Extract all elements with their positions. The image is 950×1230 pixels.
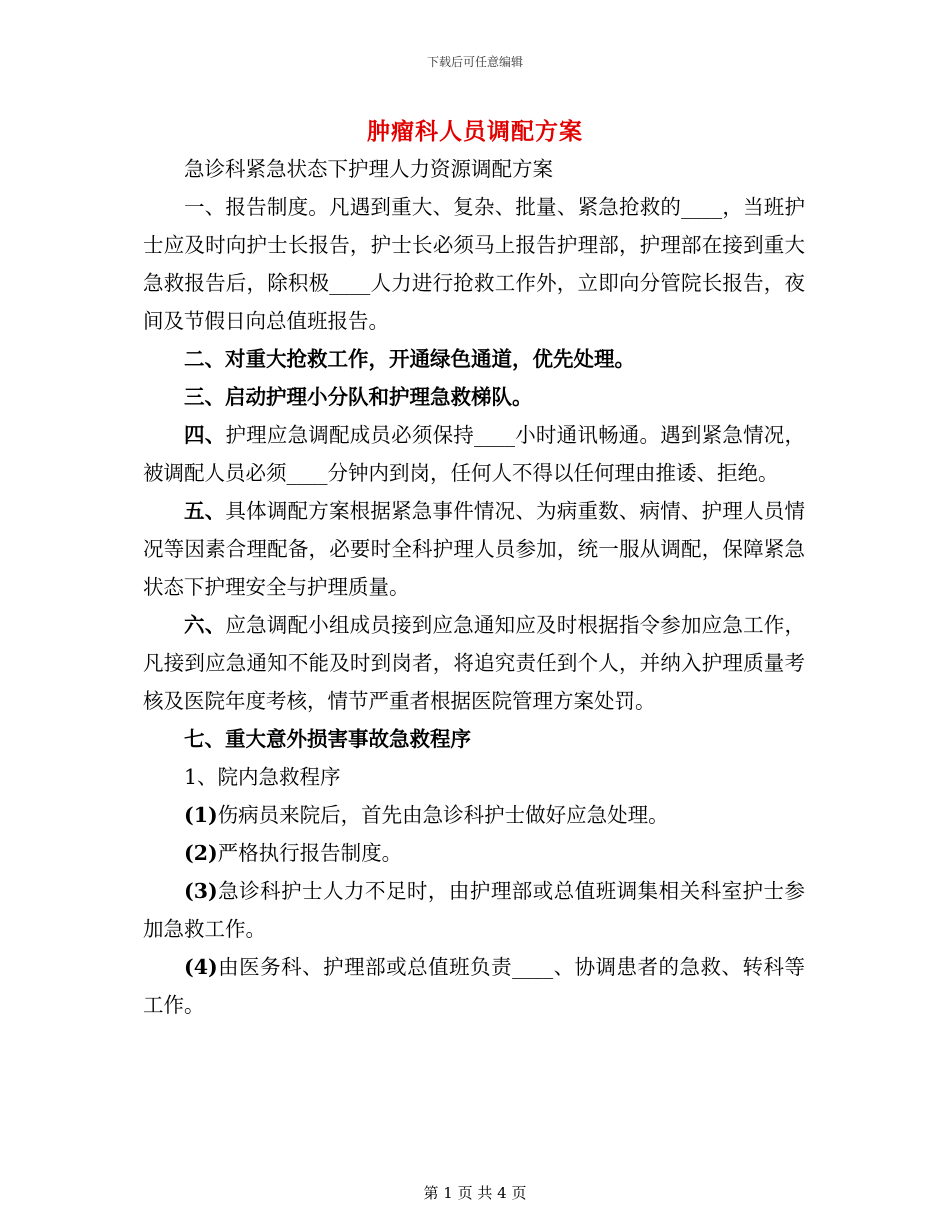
paragraph-text: 1、院内急救程序: [184, 765, 341, 789]
paragraph-lead: (3): [184, 879, 218, 903]
document-title: 肿瘤科人员调配方案: [367, 119, 583, 145]
paragraph-8: [143, 758, 805, 796]
paragraph-text: 护理应急调配成员必须保持____小时通讯畅通。遇到紧急情况，被调配人员必须____分钟内到岗，任何人不得以任何理由推诿、拒绝。: [143, 423, 806, 485]
paragraph-text: 由医务科、护理部或总值班负责____、协调患者的急救、转科等工作。: [143, 955, 805, 1017]
paragraph-lead: (4): [184, 955, 218, 979]
document-body: [143, 150, 805, 1024]
paragraph-lead: (1): [184, 803, 218, 827]
page-header-note: 下载后可任意编辑: [426, 55, 523, 69]
paragraph-3: [143, 378, 805, 416]
paragraph-text: 急诊科紧急状态下护理人力资源调配方案: [184, 157, 553, 181]
paragraph-text: 二、对重大抢救工作，开通绿色通道，优先处理。: [184, 347, 635, 371]
paragraph-5: [143, 492, 805, 606]
paragraph-9: [143, 796, 805, 834]
paragraph-11: [143, 872, 805, 948]
paragraph-text: 伤病员来院后，首先由急诊科护士做好应急处理。: [217, 803, 669, 827]
page-footer-number: 第 1 页 共 4 页: [423, 1184, 527, 1202]
paragraph-2: [143, 340, 805, 378]
paragraph-subtitle: [143, 150, 805, 188]
paragraph-text: 严格执行报告制度。: [217, 841, 403, 865]
paragraph-lead: (2): [184, 841, 218, 865]
paragraph-text: 应急调配小组成员接到应急通知应及时根据指令参加应急工作，凡接到应急通知不能及时到岗者，将追究责任到个人，并纳入护理质量考核及医院年度考核，情节严重者根据医院管理方案处罚。: [143, 613, 806, 713]
paragraph-text: 具体调配方案根据紧急事件情况、为病重数、病情、护理人员情况等因素合理配备，必要时全科护理人员参加，统一服从调配，保障紧急状态下护理安全与护理质量。: [143, 499, 806, 599]
paragraph-text: 三、启动护理小分队和护理急救梯队。: [184, 385, 533, 409]
paragraph-lead: 六、: [184, 613, 226, 637]
paragraph-1: [143, 188, 805, 340]
paragraph-7: [143, 720, 805, 758]
paragraph-lead: 五、: [184, 499, 226, 523]
paragraph-10: [143, 834, 805, 872]
paragraph-text: 急诊科护士人力不足时，由护理部或总值班调集相关科室护士参加急救工作。: [143, 879, 805, 941]
paragraph-6: [143, 606, 805, 720]
paragraph-text: 一、报告制度。凡遇到重大、复杂、批量、紧急抢救的____，当班护士应及时向护士长报告，护士长必须马上报告护理部，护理部在接到重大急救报告后，除积极____人力进行抢救工作外，立即向分管院长报告，夜间及节假日向总值班报告。: [143, 195, 805, 333]
paragraph-12: [143, 948, 805, 1024]
paragraph-text: 七、重大意外损害事故急救程序: [184, 727, 471, 751]
paragraph-4: [143, 416, 805, 492]
paragraph-lead: 四、: [184, 423, 226, 447]
